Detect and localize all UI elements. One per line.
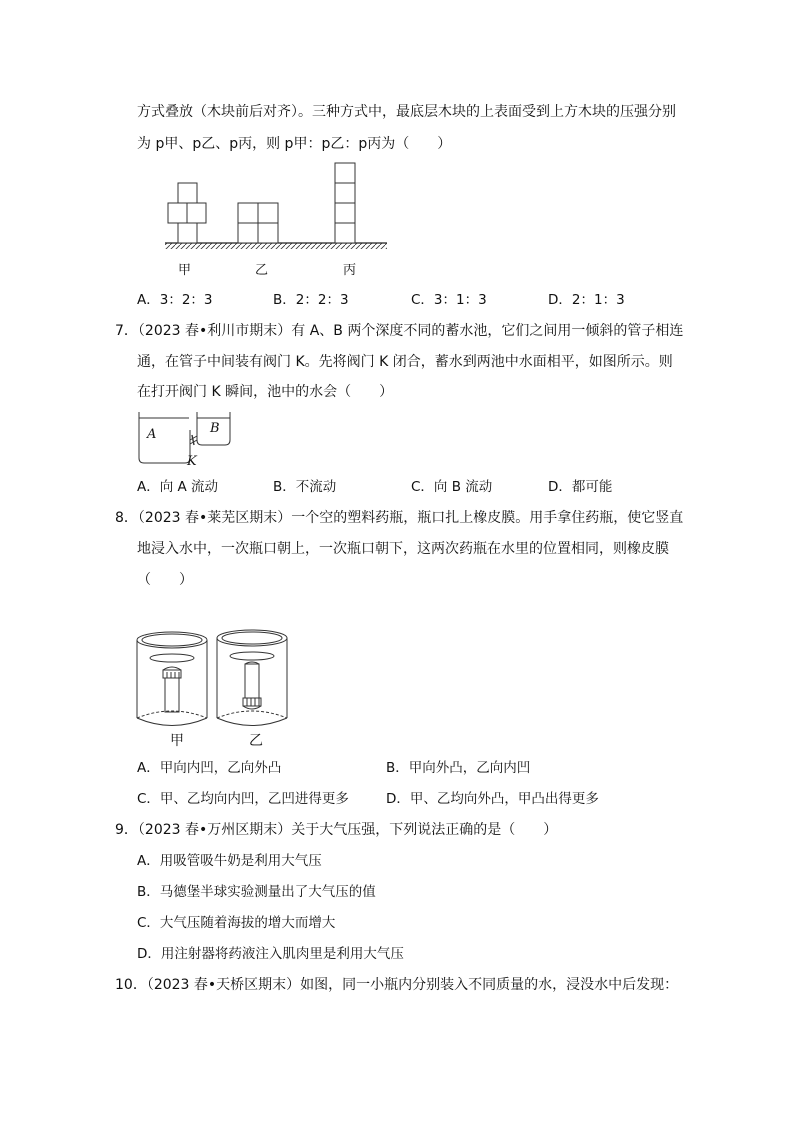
q8-figure-label-jia: 甲 bbox=[170, 733, 184, 749]
q7-label-a: A bbox=[147, 427, 157, 442]
q6-option-b: B．2：2：3 bbox=[273, 292, 349, 308]
q7-label-k: K bbox=[187, 454, 197, 469]
q7-option-b: B．不流动 bbox=[273, 479, 337, 495]
q8-option-b: B．甲向外凸，乙向内凹 bbox=[386, 760, 531, 776]
q7-stem-line2: 通，在管子中间装有阀门 K。先将阀门 K 闭合，蓄水到两池中水面相平，如图所示。则 bbox=[137, 354, 673, 370]
q6-option-c: C．3：1：3 bbox=[411, 292, 487, 308]
q6-figure-label-yi: 乙 bbox=[255, 263, 269, 278]
q6-stem-line1: 方式叠放（木块前后对齐）。三种方式中，最底层木块的上表面受到上方木块的压强分别 bbox=[137, 104, 676, 120]
q7-option-a: A．向 A 流动 bbox=[137, 479, 219, 495]
q6-figure-label-jia: 甲 bbox=[178, 263, 192, 278]
q7-stem-line3: 在打开阀门 K 瞬间，池中的水会（ ） bbox=[137, 384, 394, 400]
q8-option-d: D．甲、乙均向外凸，甲凸出得更多 bbox=[386, 791, 599, 807]
q9-option-c: C．大气压随着海拔的增大而增大 bbox=[137, 915, 336, 931]
q10-stem: 10．（2023 春•天桥区期末）如图，同一小瓶内分别装入不同质量的水，浸没水中后发现： bbox=[115, 977, 679, 993]
q7-option-c: C．向 B 流动 bbox=[411, 479, 493, 495]
q9-stem: 9．（2023 春•万州区期末）关于大气压强，下列说法正确的是（ ） bbox=[115, 822, 558, 838]
q6-option-d: D．2：1：3 bbox=[548, 292, 625, 308]
q8-bottles-figure bbox=[135, 628, 295, 733]
q8-option-c: C．甲、乙均向内凹，乙凹进得更多 bbox=[137, 791, 349, 807]
q7-option-d: D．都可能 bbox=[548, 479, 613, 495]
q6-option-a: A．3：2：3 bbox=[137, 292, 213, 308]
q6-blocks-figure bbox=[165, 160, 395, 255]
q8-stem-line1: 8．（2023 春•莱芜区期末）一个空的塑料药瓶，瓶口扎上橡皮膜。用手拿住药瓶，使它竖直 bbox=[115, 510, 684, 526]
q7-label-b: B bbox=[210, 421, 220, 436]
q6-figure-label-bing: 丙 bbox=[343, 263, 357, 278]
q6-stem-line2: 为 p甲、p乙、p丙，则 p甲：p乙：p丙为（ ） bbox=[137, 136, 452, 152]
q8-stem-line3: （ ） bbox=[137, 572, 193, 588]
q9-option-d: D．用注射器将药液注入肌肉里是利用大气压 bbox=[137, 946, 404, 962]
q8-figure-label-yi: 乙 bbox=[249, 733, 263, 749]
q8-option-a: A．甲向内凹，乙向外凸 bbox=[137, 760, 282, 776]
q7-stem-line1: 7．（2023 春•利川市期末）有 A、B 两个深度不同的蓄水池，它们之间用一倾斜的管子相连 bbox=[115, 323, 684, 339]
q8-stem-line2: 地浸入水中，一次瓶口朝上，一次瓶口朝下，这两次药瓶在水里的位置相同，则橡皮膜 bbox=[137, 541, 669, 557]
q9-option-b: B．马德堡半球实验测量出了大气压的值 bbox=[137, 884, 376, 900]
q9-option-a: A．用吸管吸牛奶是利用大气压 bbox=[137, 853, 322, 869]
